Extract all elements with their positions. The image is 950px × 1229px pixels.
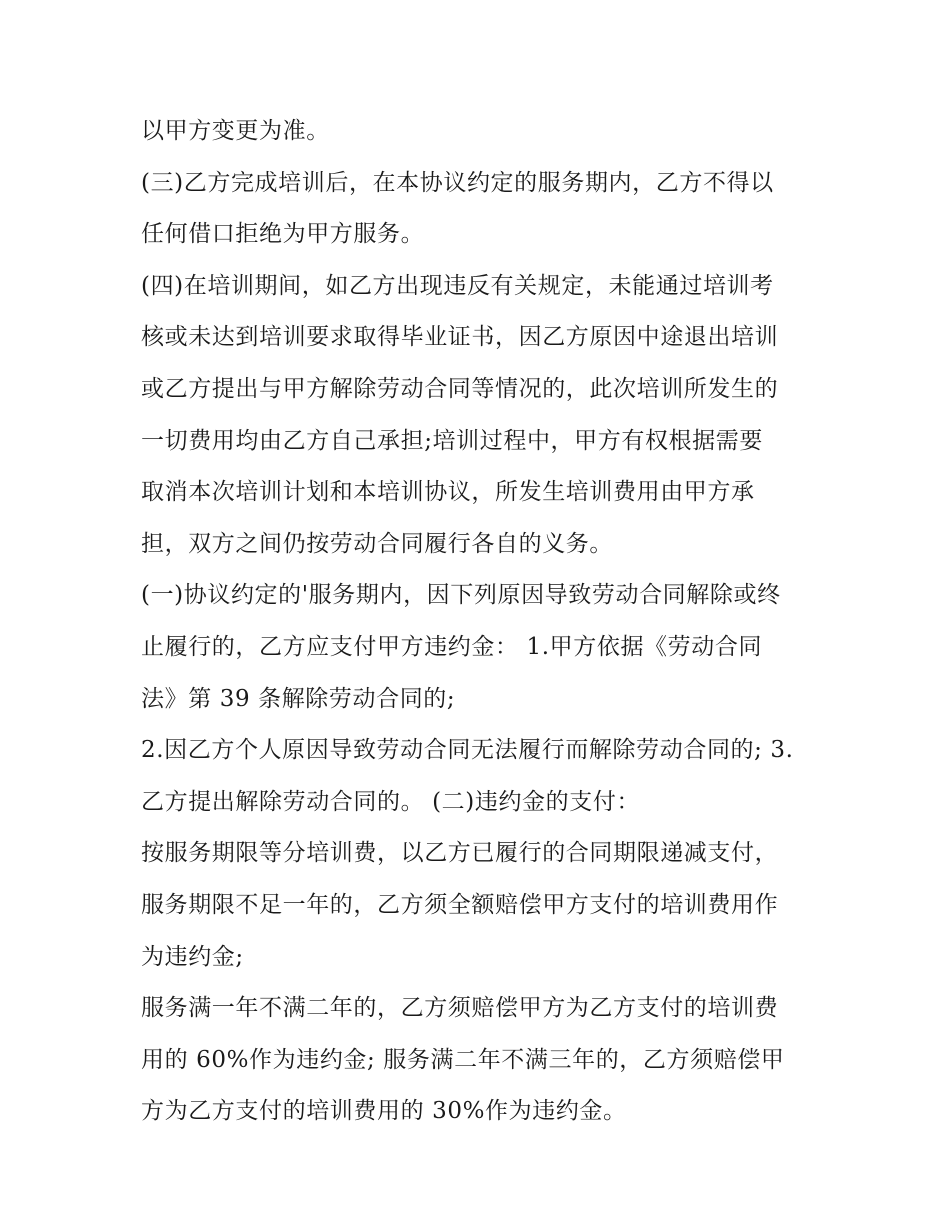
- text-line: 乙方提出解除劳动合同的。 (二)违约金的支付：: [141, 788, 641, 815]
- text-line: 按服务期限等分培训费，以乙方已履行的合同期限递减支付，: [141, 840, 779, 867]
- text-line: 法》第 39 条解除劳动合同的;: [141, 685, 456, 712]
- text-line: 方为乙方支付的培训费用的 30%作为违约金。: [141, 1098, 627, 1125]
- text-line: 服务期限不足一年的，乙方须全额赔偿甲方支付的培训费用作: [141, 891, 779, 918]
- text-line: 核或未达到培训要求取得毕业证书，因乙方原因中途退出培训: [141, 324, 779, 351]
- text-line: 2.因乙方个人原因导致劳动合同无法履行而解除劳动合同的; 3.: [141, 737, 794, 764]
- text-line: (四)在培训期间，如乙方出现违反有关规定，未能通过培训考: [141, 272, 774, 299]
- text-line: 取消本次培训计划和本培训协议，所发生培训费用由甲方承: [141, 479, 755, 506]
- document-body: [141, 106, 821, 1138]
- text-line: 一切费用均由乙方自己承担;培训过程中，甲方有权根据需要: [141, 427, 763, 454]
- text-line: 止履行的，乙方应支付甲方违约金： 1.甲方依据《劳动合同: [141, 633, 763, 660]
- text-line: (三)乙方完成培训后，在本协议约定的服务期内，乙方不得以: [141, 169, 774, 196]
- text-line: 服务满一年不满二年的，乙方须赔偿甲方为乙方支付的培训费: [141, 995, 779, 1022]
- text-line: 任何借口拒绝为甲方服务。: [141, 221, 425, 248]
- text-line: 以甲方变更为准。: [141, 118, 330, 144]
- text-line: 为违约金;: [141, 943, 244, 970]
- text-line: (一)协议约定的'服务期内，因下列原因导致劳动合同解除或终: [141, 582, 781, 609]
- text-line: 或乙方提出与甲方解除劳动合同等情况的，此次培训所发生的: [141, 375, 779, 402]
- text-line: 用的 60%作为违约金; 服务满二年不满三年的，乙方须赔偿甲: [141, 1046, 785, 1073]
- text-line: 担，双方之间仍按劳动合同履行各自的义务。: [141, 530, 613, 557]
